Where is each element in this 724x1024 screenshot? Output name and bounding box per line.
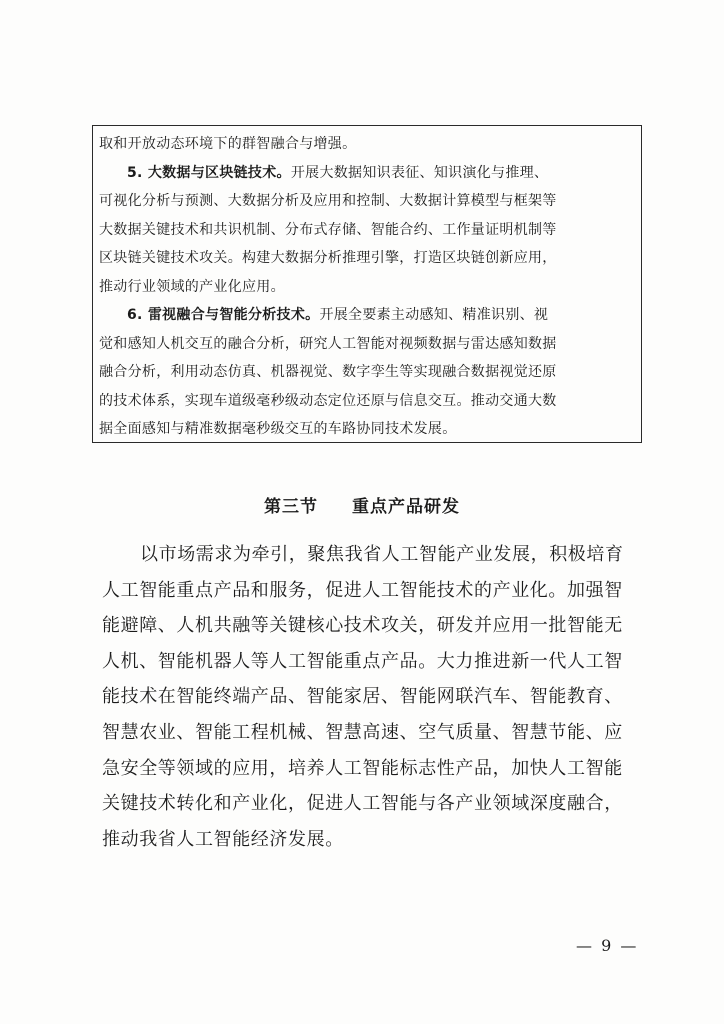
item-5-text: 开展大数据知识表征、知识演化与推理、 bbox=[290, 164, 549, 181]
box-line bbox=[99, 301, 635, 330]
item-6-text: 开展全要素主动感知、精准识别、视 bbox=[319, 307, 549, 323]
box-line: 取和开放动态环境下的群智融合与增强。 bbox=[99, 136, 357, 152]
tech-box bbox=[92, 125, 642, 443]
box-line: 融合分析，利用动态仿真、机器视觉、数字孪生等实现融合数据视觉还原 bbox=[99, 364, 557, 380]
paragraph-line: 推动我省人工智能经济发展。 bbox=[102, 828, 344, 850]
section-heading: 重点产品研发 bbox=[352, 497, 460, 517]
item-6-heading: 6. 雷视融合与智能分析技术。 bbox=[127, 307, 320, 323]
paragraph-line: 能避障、人机共融等关键核心技术攻关，研发并应用一批智能无 bbox=[102, 615, 623, 637]
item-5-heading: 5. 大数据与区块链技术。 bbox=[127, 164, 291, 181]
paragraph-line: 急安全等领域的应用，培养人工智能标志性产品，加快人工智能 bbox=[102, 757, 623, 779]
section-title bbox=[0, 492, 724, 517]
box-line: 的技术体系，实现车道级毫秒级动态定位还原与信息交互。推动交通大数 bbox=[99, 392, 557, 409]
box-line: 区块链关键技术攻关。构建大数据分析推理引擎，打造区块链创新应用， bbox=[99, 250, 557, 266]
paragraph-line: 关键技术转化和产业化，促进人工智能与各产业领域深度融合， bbox=[102, 793, 623, 815]
paragraph-line: 人机、智能机器人等人工智能重点产品。大力推进新一代人工智 bbox=[102, 650, 623, 672]
section-number: 第三节 bbox=[264, 497, 318, 517]
box-line: 据全面感知与精准数据毫秒级交互的车路协同技术发展。 bbox=[99, 421, 457, 437]
paragraph-line: 智慧农业、智能工程机械、智慧高速、空气质量、智慧节能、应 bbox=[102, 721, 623, 743]
box-line bbox=[99, 159, 635, 188]
box-line: 可视化分析与预测、大数据分析及应用和控制、大数据计算模型与框架等 bbox=[99, 193, 557, 209]
paragraph-line: 能技术在智能终端产品、智能家居、智能网联汽车、智能教育、 bbox=[102, 686, 623, 708]
box-line: 推动行业领域的产业化应用。 bbox=[99, 278, 285, 295]
page-number: — 9 — bbox=[576, 936, 639, 955]
box-line: 觉和感知人机交互的融合分析，研究人工智能对视频数据与雷达感知数据 bbox=[99, 335, 557, 352]
box-line: 大数据关键技术和共识机制、分布式存储、智能合约、工作量证明机制等 bbox=[99, 221, 557, 238]
body-paragraph bbox=[102, 537, 642, 857]
paragraph-line: 以市场需求为牵引，聚焦我省人工智能产业发展，积极培育 bbox=[140, 544, 624, 565]
paragraph-line: 人工智能重点产品和服务，促进人工智能技术的产业化。加强智 bbox=[102, 579, 623, 601]
